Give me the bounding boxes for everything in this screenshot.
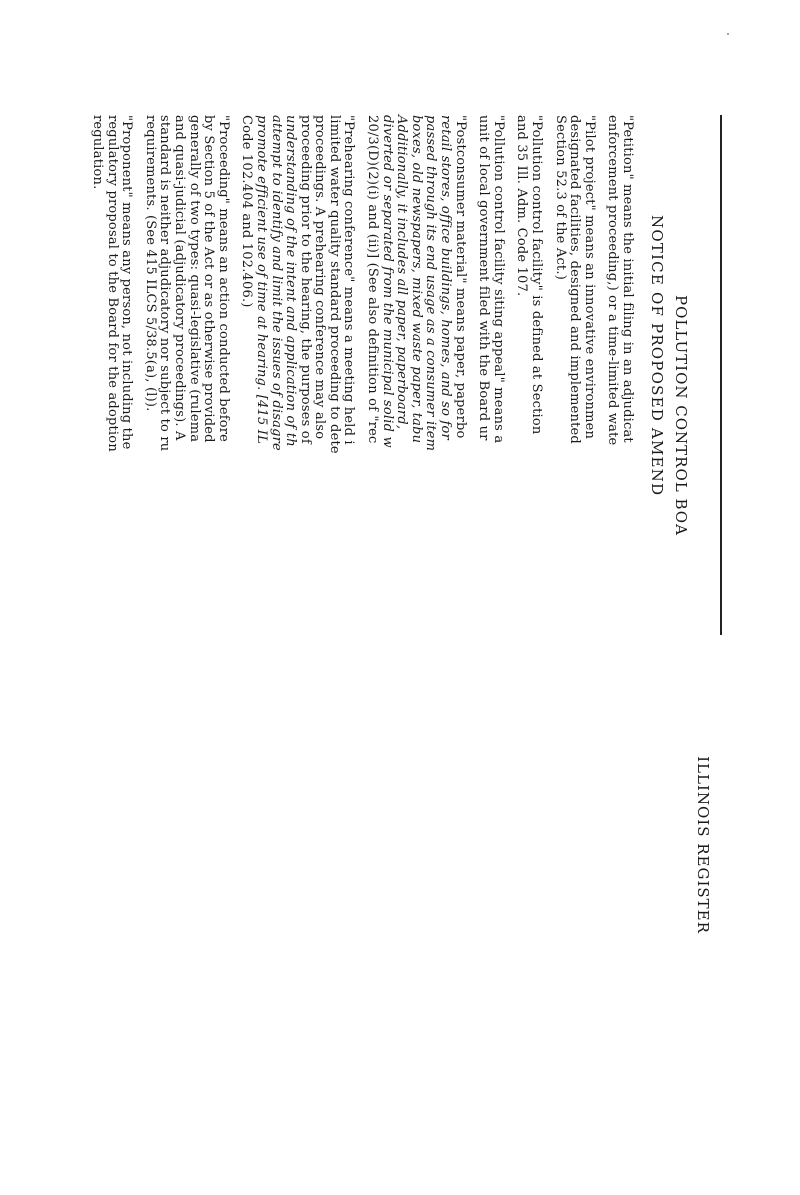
text-line: "Pilot project" means an innovative environmen xyxy=(581,115,597,440)
text-line: attempt to identify and limit the issues of disagre xyxy=(268,115,284,451)
text-line: requirements. (See 415 ILCS 5/38.5(a), (l)). xyxy=(142,115,158,412)
rotated-document xyxy=(82,115,722,934)
paragraph-proceeding xyxy=(142,115,230,815)
text-line: promote efficient use of time at hearing. [415 IL xyxy=(253,115,269,444)
text-line: "Petition" means the initial filing in an adjudicat xyxy=(620,115,635,443)
text-line: unit of local government filed with the Board ur xyxy=(476,115,492,441)
text-line: regulatory proposal to the Board for the adoption xyxy=(104,115,120,452)
text-line: proceedings. A prehearing conference may also xyxy=(312,115,328,440)
paragraph-prehearing-conference xyxy=(239,115,356,815)
scan-speck xyxy=(727,33,729,35)
text-line: limited water quality standard proceeding to dete xyxy=(326,115,342,454)
text-line: understanding of the intent and application of th xyxy=(283,115,299,447)
text-line: by Section 5 of the Act or as otherwise provided xyxy=(201,115,217,443)
paragraph-siting-appeal xyxy=(476,115,505,815)
document-body xyxy=(80,115,634,815)
text-line: Code 102.404 and 102.406.) xyxy=(239,115,255,308)
paragraph-postconsumer-material xyxy=(365,115,467,815)
text-line: proceeding prior to the hearing, the purposes of xyxy=(297,115,313,444)
text-line: Section 52.3 of the Act.) xyxy=(552,115,568,280)
text-line: 20/3(D)(2)(i) and (ii)] (See also definition of "rec xyxy=(365,115,381,444)
text-line: standard is neither adjudicatory nor subject to ru xyxy=(157,115,173,452)
text-line: and 35 Ill. Adm. Code 107. xyxy=(514,115,530,297)
text-line: Additionally, it includes all paper, paperboard, xyxy=(394,115,410,430)
text-line: "Proponent" means any person, not including the xyxy=(119,115,135,450)
text-line: and quasi-judicial (adjudicatory proceedings). A xyxy=(171,115,187,441)
text-line: diverted or separated from the municipal solid w xyxy=(379,115,395,448)
notice-title: NOTICE OF PROPOSED AMEND xyxy=(648,215,666,497)
text-line: "Prehearing conference" means a meeting held i xyxy=(341,115,357,445)
text-line: regulation. xyxy=(90,115,105,190)
paragraph-pollution-control-facility xyxy=(514,115,543,815)
paragraph-pilot-project xyxy=(552,115,596,815)
register-title: ILLINOIS REGISTER xyxy=(694,756,712,934)
text-line: boxes, old newspapers, mixed waste paper, tabu xyxy=(408,115,424,444)
text-line: generally of two types: quasi-legislative (rulema xyxy=(186,115,202,443)
text-line: "Postconsumer material" means paper, paperbo xyxy=(452,115,468,439)
header-rule xyxy=(720,115,722,635)
text-line: passed through its end usage as a consumer item xyxy=(423,115,439,452)
text-line: retail stores, office buildings, homes, and so for xyxy=(438,115,454,440)
text-line: "Proceeding" means an action conducted before xyxy=(215,115,231,443)
text-line: "Pollution control facility" is defined at Section xyxy=(529,115,545,435)
text-line: enforcement proceeding,) or a time-limited wate xyxy=(605,115,621,446)
paragraph-petition xyxy=(605,115,634,815)
paragraph-proponent xyxy=(89,115,133,815)
board-title: POLLUTION CONTROL BOA xyxy=(672,295,690,536)
text-line: designated facilities, designed and implemented xyxy=(567,115,583,444)
text-line: "Pollution control facility siting appeal" means a xyxy=(490,115,506,444)
